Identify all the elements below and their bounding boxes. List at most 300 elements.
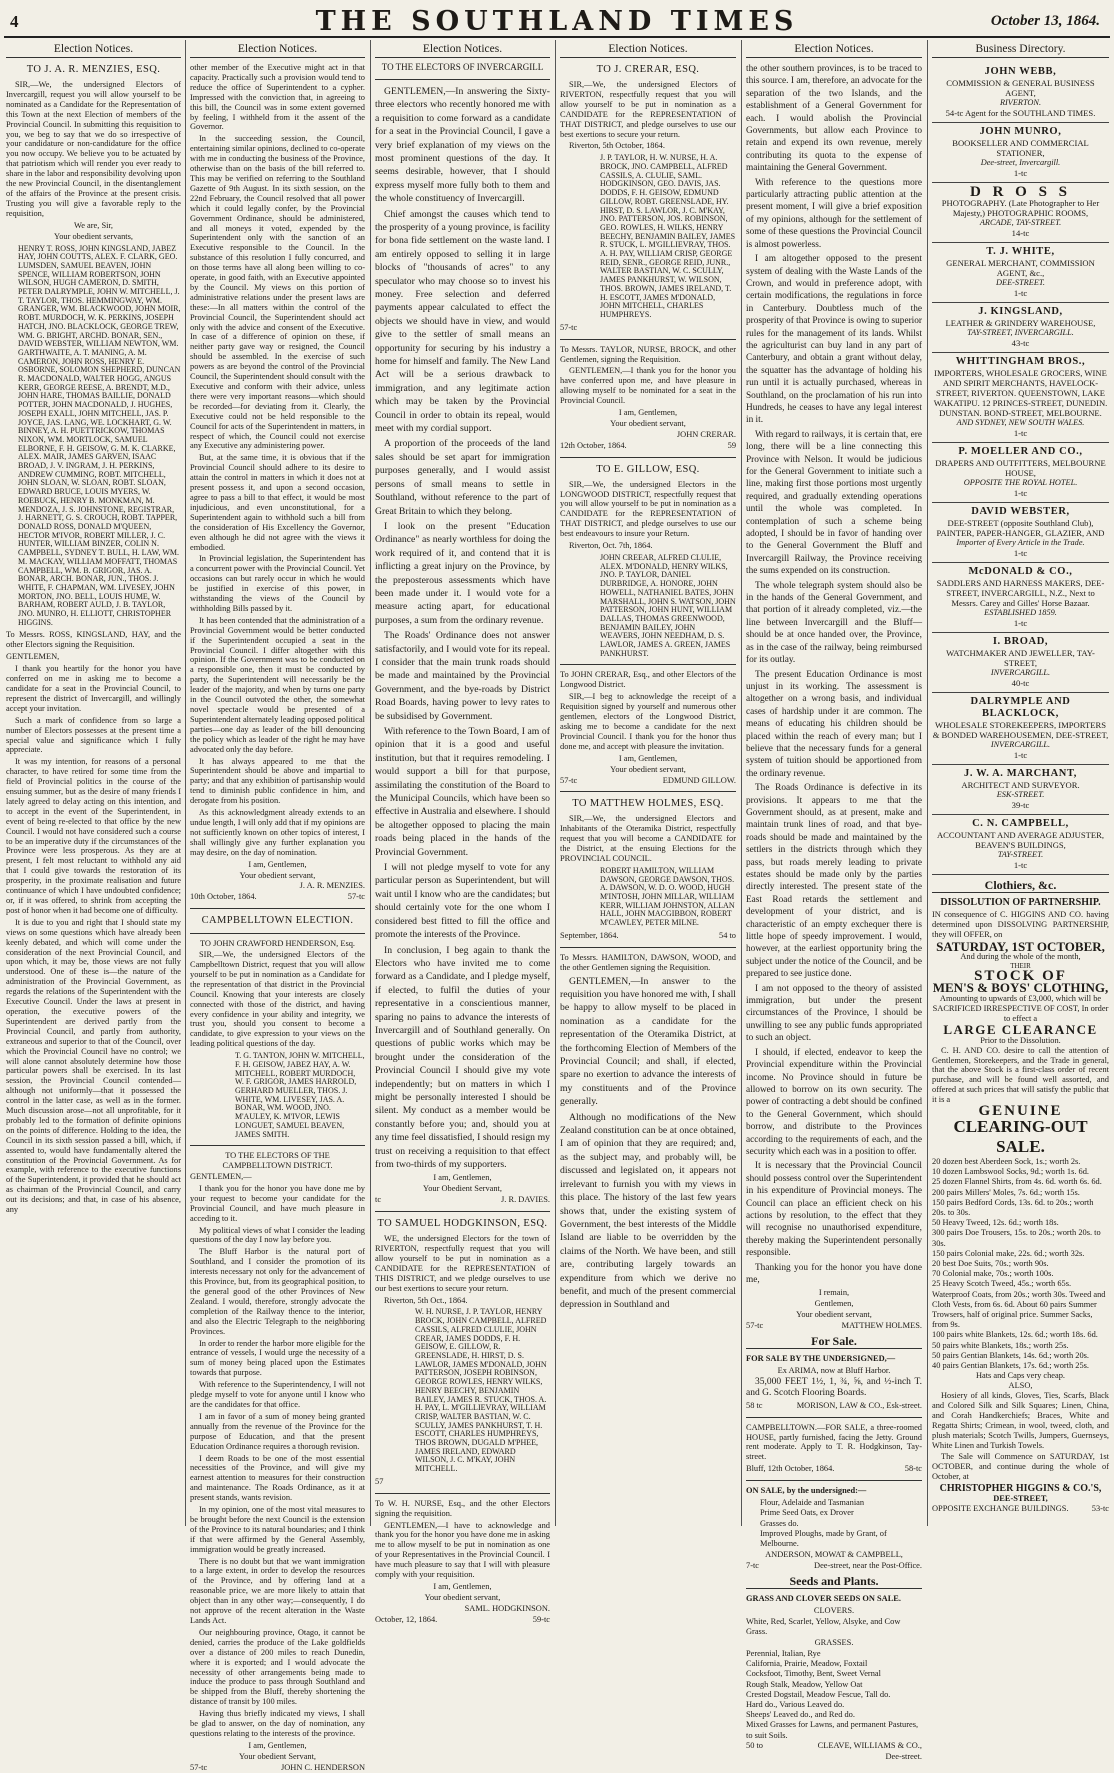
rule xyxy=(560,457,736,458)
reply-paragraph: My political views of what I consider the leading questions of the day I now lay before you. xyxy=(190,1225,365,1245)
business-listing xyxy=(932,503,1109,563)
business-desc: DRAPERS AND OUTFITTERS, MELBOURNE HOUSE, xyxy=(935,458,1106,478)
ad-firm: CLEAVE, WILLIAMS & CO., xyxy=(817,1740,922,1750)
reply-paragraph: SIR,—I beg to acknowledge the receipt of a Requisition signed by yourself and numerous other gentlemen, electors of the Longwood District, asking me to become a candidate for the next Provincial Council. I thank you for the honor thus done me, and accept with pleasure the invitation. xyxy=(560,692,736,751)
column-divider xyxy=(185,40,186,1526)
signature-line: I am, Gentlemen, xyxy=(618,408,678,418)
address-paragraph: Chief amongst the causes which tend to the prosperity of a young province, is facility for bona fide settlement on the waste land. I am entirely opposed to selling it in large blocks of "thousands of acres" to any speculator who may choose so to invest his money. Free selection and deferred payments appear calculated to effect the objects we should have in view, and would give to the settler of small means an opportunity for securing by his industry a home for himself and family. The New Land Act will be a serious drawback to immigration, and any legitimate action which may be taken by the Provincial Council in order to obtain its repeal, would meet with my cordial support. xyxy=(375,208,550,435)
reply-paragraph: GENTLEMEN,—I thank you for the honor you have conferred upon me, and have pleasure in allowing myself to be nominated for a seat in the Provincial Council. xyxy=(560,366,736,406)
ad-reference: 58-tc xyxy=(904,1464,922,1474)
ad-firm: MORISON, LAW & CO., Esk-street. xyxy=(796,1400,922,1410)
column-1 xyxy=(6,42,181,1524)
ad-text: Amounting to upwards of £3,000, which will be SACRIFICED IRRESPECTIVE OF COST, In order to effect a xyxy=(932,994,1109,1023)
ad-firm: ANDERSON, MOWAT & CAMPBELL, xyxy=(765,1550,903,1560)
date-text: Bluff, 12th October, 1864. xyxy=(746,1464,835,1474)
address-paragraph: I look on the present "Education Ordinance" as nearly worthless for doing the work required of it, and contend that it is inflicting a great injury on the Province, by the preposterous assessments which have been made under it. I would vote for a measure acting apart, for educational purposes, a sum from the ordinary revenue. xyxy=(375,520,550,626)
business-listing xyxy=(932,563,1109,633)
business-listing xyxy=(932,183,1109,243)
reply-paragraph: The present Education Ordinance is most unjust in its working. The assessment is altogether on a wrong basis, and individual cases of hardship under it are common. The means of educating his children should be placed within the reach of every man; but I believe that the necessary funds for a general system of tuition should be apportioned from the ordinary revenue. xyxy=(746,669,922,779)
ad-display: CLEARING-OUT SALE. xyxy=(953,1116,1088,1156)
requisition-text: SIR,—We, the undersigned Electors of Invercargill, request you will allow yourself to be nominated as a Candidate for the Representation of this Town at the next Election of members of the Provincial Council. In submitting this requisition to you, we beg to say that we do so irrespective of your candidature or non-candidature for the office you now occupy. We believe you to be actuated by that patriotism which will render you ever ready to share in the labor and responsibility devolving upon the new Provincial Council, in the disentanglement of the affairs of the Province at the present crisis. Trusting you will give a favorable reply to the requisition, xyxy=(6,80,181,218)
business-note: 40-tc xyxy=(1011,678,1030,688)
address-paragraph: With reference to the Town Board, I am of opinion that it is a good and useful institution, but that it requires remodeling. I would support a bill for that purpose, assimilating the constitution of the Board to the Municipal Councils, which have been so effective in Australia and elsewhere. I should be altogether opposed to placing the main roads being placed in the hands of the Provincial Government. xyxy=(375,726,550,858)
signatory-list: JOHN CREEAR, ALFRED CLULIE, ALEX. M'DONALD, HENRY WILKS, JNO. P. TAYLOR, DANIEL DURBRIDGE, A. HONORE, JOHN HOWELL, NATHANIEL BATES, JOHN MARSHALL, JOHN S. WATSON, JOHN PATTERSON, JOHN HUNT, WILLIAM DALLAS, THOMAS GREENWOOD, BENJAMIN BAILEY, JOHN WEAVERS, JOHN NEEDHAM, D. S. LAWLOR, JAMES A. GREEN, JAMES PANKHURST. xyxy=(600,553,736,658)
reply-paragraph: The Bluff Harbor is the natural port of Southland, and I consider the promotion of its interests necessary not only for the advancement of this Province, but, from its geographical position, to the general good of the other Provinces of New Zealand. I would, therefore, strongly advocate the completion of the Railway thence to the interior, and also the Electric Telegraph to the neighboring Provinces. xyxy=(190,1247,365,1336)
list-item: 70 Colonial make, 70s.; worth 100s. xyxy=(932,1269,1054,1279)
signature-name: SAML. HODGKINSON. xyxy=(464,1603,550,1613)
business-address: TAY-STREET, INVERCARGILL. xyxy=(967,328,1074,337)
reply-paragraph: Having thus briefly indicated my views, I shall be glad to answer, on the day of nomination, any questions relating to the interests of the province. xyxy=(190,1709,365,1738)
business-desc: GENERAL MERCHANT, COMMISSION AGENT, &c., xyxy=(946,258,1095,278)
address-paragraph: In conclusion, I beg again to thank the Electors who have invited me to come forward as a Candidate, and I pledge myself, if elected, to fulfil the duties of your representative in a conscientious manner, sparing no pains to advance the interests of Invercargill and of Southland generally. On questions of public works which may be brought under the consideration of the Provincial Council I should give my vote independently; but on matters in which I might be personally interested I should be silent. My conduct as a member would be constantly before you; and, should you at any time feel dissatisfied, I should resign my trust on receiving a requisition to that effect from two-thirds of my supporters. xyxy=(375,944,550,1170)
business-note: 1-tc xyxy=(1013,288,1028,298)
business-desc: WHOLESALE STOREKEEPERS, IMPORTERS & BONDED WAREHOUSEMEN, DEE-STREET, xyxy=(932,720,1109,740)
subheading: GRASSES. xyxy=(814,1638,854,1648)
requisition-text: WE, the undersigned Electors for the town of RIVERTON, respectfully request that you will allow yourself to be put in nomination as a CANDIDATE for the REPRESENTATION of THIS DISTRICT, and we pledge ourselves to use our best exertions to secure your return. xyxy=(375,1234,550,1293)
ad-reference: 53-tc xyxy=(1091,1503,1109,1513)
reply-paragraph: It has always appeared to me that the Superintendent should be above and impartial to party; and that any exhibition of partisanship would tend to diminish public confidence in him, and derogate from his position. xyxy=(190,756,365,806)
notice-heading: TO SAMUEL HODGKINSON, ESQ. xyxy=(377,1218,548,1230)
list-item: 20 best Doe Suits, 70s.; worth 90s. xyxy=(932,1258,1049,1268)
masthead xyxy=(0,4,1114,40)
list-item: 25 Heavy Scotch Tweed, 45s.; worth 65s. xyxy=(932,1279,1072,1289)
date-text: 12th October, 1864. xyxy=(560,440,627,450)
signatory-list: T. G. TANTON, JOHN W. MITCHELL, F. H. GEISOW, JABEZ HAY, A. W. MITCHELL, ROBERT MURDOCH, W. F. GRIGOR, JAMES HARROLD, GERHARD MUELLER, THOS. J. WHITE, WM. LIVESEY, JAS. A. BONAR, WM. WOOD, JNO. M'AULEY, K. M'IVOR, LEWIS LONGUET, SAMUEL BEAVEN, JAMES SMITH. xyxy=(235,1051,365,1139)
ad-text: ALSO, xyxy=(1008,1381,1033,1391)
ad-text: 35,000 FEET 1½, 1, ¾, ⅝, and ½-inch T. and G. Scotch Flooring Boards. xyxy=(746,1376,922,1398)
requisition-text: SIR,—We, the undersigned Electors of the Campbelltown District, request that you will allow yourself to be put in nomination as a Candidate for the representation of that district in the Provincial Council. Knowing that your interests are closely connected with those of the district, and having every confidence in your ability and integrity, we trust you, should you consent to become a candidate, to give expression to your views on the leading political questions of the day. xyxy=(190,950,365,1049)
page-number: 4 xyxy=(10,12,19,31)
address-paragraph: GENTLEMEN,—In answering the Sixty-three electors who recently honored me with a requisition to come forward as a candidate for a seat in the Provincial Council, I gave a very brief explanation of my views on the most prominent questions of the day. It seems desirable, however, that I should express myself more fully both to them and the whole constituency of Invercargill. xyxy=(375,85,550,205)
salutation: GENTLEMEN,— xyxy=(190,1172,252,1182)
reply-paragraph: Thanking you for the honor you have done me, xyxy=(746,1262,922,1285)
signature-line: Your obedient servant, xyxy=(424,1592,501,1602)
ad-text: Ex ARIMA, now at Bluff Harbor. xyxy=(777,1365,891,1375)
ad-title: DISSOLUTION OF PARTNERSHIP. xyxy=(940,896,1101,908)
signature-line: I remain, xyxy=(818,1288,850,1298)
list-item: 25 dozen Flannel Shirts, from 4s. 6d. worth 6s. 6d. xyxy=(932,1177,1102,1187)
list-item: 40 pairs Gentian Blankets, 17s. 6d.; worth 25s. xyxy=(932,1361,1090,1370)
business-address: TAY-STREET. xyxy=(997,850,1044,859)
business-desc: DEE-STREET (opposite Southland Club), PAINTER, PAPER-HANGER, GLAZIER, AND xyxy=(936,518,1105,538)
signatory-list: ROBERT HAMILTON, WILLIAM DAWSON, GEORGE DAWSON, THOS. A. DAWSON, W. D. O. WOOD, HUGH M'INTOSH, JOHN MILLAR, WILLIAM KERR, WILLIAM JOHNSTON, ALLAN HALL, JOHN MACGIBBON, ROBERT M'CAWLEY, PETER MILNE. xyxy=(600,865,735,928)
reply-paragraph: Although no modifications of the New Zealand constitution can be at once obtained, I am of opinion that they are required; and, as the subject may, and probably will, be discussed and legislated on, it appears not irrelevant to furnish you with my views in this place. The history of the last few years shows that, under the existing system of Government, the best interests of the Middle Island are liable to be overridden by the claims of the North. We have been, and still are, contributing largely towards an expenditure from which we derive no benefit, and much of the present commercial depression in Southland and xyxy=(560,1111,736,1311)
ad-reference: 54 to xyxy=(719,930,736,940)
salutation: GENTLEMEN, xyxy=(6,652,60,662)
notice-heading: TO E. GILLOW, ESQ. xyxy=(596,463,700,475)
business-name: P. MOELLER AND CO., xyxy=(958,446,1083,457)
signature-line: Your Obedient Servant, xyxy=(423,1184,502,1194)
reply-paragraph: I thank you heartily for the honor you have conferred on me in asking me to become a candidate for a seat in the Provincial Council, to represent the district of Invercargill, and willingly accept your invitation. xyxy=(6,664,181,713)
signatory-list: HENRY T. ROSS, JOHN KINGSLAND, JABEZ HAY, JOHN COUTTS, ALEX. F. CLARK, GEO. LUMSDEN, SAMUEL BEAVEN, JOHN SPENCE, WILLIAM ROBERTSON, JOHN WILSON, HUGH CAMERON, D. SMITH, PETER DALRYMPLE, JOHN W. MITCHELL, J. T. TAYLOR, THOS. HEMMINGWAY, WM. GRANGER, WM. BLACKWOOD, JOHN MOIR, ROBT. MURDOCH, W. K. PERKINS, JOSEPH HATCH, JNO. BLACKLOCK, GEORGE TREW, WM. G. BRIGHT, ARCHD. BONAR, SEN., DAVID WEBSTER, WILLIAM NEWTON, WM. GARTHWAITE, A. T. MANING, A. M. CAMERON, JOHN ROSS, HENRY E. OSBORNE, SOLOMON SHEPHERD, DUNCAN R. MACDONALD, WALTER HOGG, ANGUS KERR, GEORGE REESE, A. BRENDT, M.D., JOHN HARE, THOMAS BAILLIE, DONALD POTTER, JOHN MACDONALD, J. HUGHES, JOSEPH EXALL, JOHN MITCHELL, JAS. P. JOYCE, JAS. LANG, WE. LOCKHART, G. W. BINNEY, A. H. PUETTRICKOW, THOMAS NIXON, WM. MORTLOCK, SAMUEL ELBORNE, F. H. GEISOW, G. M. K. CLARKE, ALEX. MAIR, JAMES GARVEN, ISAAC BROAD, J. V. INGRAM, J. H. PERKINS, ANDREW CUMMING, ROBT. MITCHELL, JOHN SLOAN, W. SLOAN, ROBT. SLOAN, EDWARD BRUCE, LOUIS MYERS, W. ROEBUCK, HENRY B. MONKMAN, M. MENDOZA, J. S. JOHNSTONE, REGISTRAR, J. HARNETT, G. S. CROUCH, ROBT. TAPPER, DONALD ROSS, DONALD M'QUEEN, HECTOR M'IVOR, ROBERT MILLER, J. C. HUNTER, WILLIAM BINZER, COLIN N. CAMPBELL, SYDNEY T. BULL, H. LAW, WM. M. MACKAY, WILLIAM MOFFATT, THOMAS CAMPBELL, WM. B. GRIGOR, JAS. A. BONAR, ARCH. BONAR, JUN., THOS. J. WHITE, F. CHAPMAN, WM. LIVESEY, JOHN MORTON, JNO. BELL, LOUIS HUME, W. BARHAM, ROBERT AULD, J. B. TAYLOR, JNO. MUNRO, H. ELLIOTT, CHRISTOPHER HIGGINS. xyxy=(18,243,181,627)
business-address: INVERCARGILL. xyxy=(990,740,1051,749)
business-listing xyxy=(932,765,1109,815)
signatory-list: J. P. TAYLOR, H. W. NURSE, H. A. BROCK, JNO. CAMPBELL, ALFRED CASSILS, A. CLULIE, SAML. HODGKINSON, GEO. DAVIS, JAS. DODDS, F. H. GEISOW, EDMUND GILLOW, ROBT. GREENSLADE, HY. HIRST, D. S. LAWLOR, J. C. M'KAY, JNO. PATTERSON, JOS. ROBINSON, GEO. ROWLES, H. WILKS, HENRY BEECHY, BENJAMIN BAILEY, JAMES R. STUCK, L. M'GILLIEVRAY, THOS. A. H. PAY, WILLIAM CRISP, GEORGE REID, SENR., GEORGE REID, JUNR., WALTER BASTIAN, W. C. SCULLY, JAMES PANKHURST, W. WILSON, THOS. BROWN, JAMES IRELAND, T. H. ESCOTT, JAMES M'DONALD, JOHN MITCHELL, CHARLES HUMPHREYS. xyxy=(600,153,736,319)
business-name: DAVID WEBSTER, xyxy=(971,506,1070,517)
reply-paragraph: I deem Roads to be one of the most essential necessities of the Province, and will give my earnest attention to measures for their construction and maintenance. The Roads Ordinance, as it at present stands, wants revision. xyxy=(190,1453,365,1503)
list-item: 200 pairs Millers' Moles, 7s. 6d.; worth 15s. xyxy=(932,1187,1080,1197)
ad-reference: 58 tc xyxy=(746,1400,763,1410)
ad-reference: 59 xyxy=(727,440,736,450)
date-text: September, 1864. xyxy=(560,930,619,940)
ad-text: The Sale will Commence on SATURDAY, 1st OCTOBER, and continue during the whole of October, at xyxy=(932,1452,1109,1482)
business-listing xyxy=(932,63,1109,123)
signature-line: Gentlemen, xyxy=(814,1299,854,1309)
notice-heading: CAMPBELLTOWN ELECTION. xyxy=(201,915,354,927)
list-item: Perennial, Italian, Rye xyxy=(746,1648,821,1658)
reply-paragraph: It is due to you and right that I should state my views on some questions which have already been keenly debated, and which will come under the consideration of the next Provincial Council, and upon which, it may be, those views are not fully understood. One of these is—the nature of the administration of the Provincial Government, as regards the relations of the Superintendent with the Executive Council. Under the laws at present in operation, the executive powers of the Superintendent are derived partly from the Provincial Council, and partly from authority, extraneous and superior to that of the Council, over which the Provincial Council have no control; we will alone cannot absolutely determine how those particular powers shall be exercised. In its last session, the Provincial Council contended—although not uniformly—that it possessed the control in the latter case, as well as in the former. Much discussion arose—not all unprofitable, for it probably led to the formation of definite opinions on the points of difference. Holding to the idea, the Council in its sixth session passed a bill, which, if assented to, would have fundamentally altered the constitution of the Provincial Government. As for example, with reference to the executive functions of the Superintendent, it provided that he should act as chairman of the Provincial Council, and carry out its decisions; and that, in case of his absence, any xyxy=(6,917,181,1215)
issue-date: October 13, 1864. xyxy=(990,13,1100,29)
rule xyxy=(560,339,736,340)
notice-heading: TO JOHN CRAWFORD HENDERSON, Esq. xyxy=(199,939,356,949)
product-list: White, Red, Scarlet, Yellow, Alsyke, and Cow Grass. xyxy=(746,1616,901,1636)
reply-paragraph: Such a mark of confidence from so large a number of Electors possesses at the present time a special value and significance which I fully appreciate. xyxy=(6,715,181,755)
column-divider xyxy=(927,40,928,1526)
notice-heading: TO THE ELECTORS OF INVERCARGILL xyxy=(381,62,544,72)
ad-text: C. H. AND CO. desire to call the attention of Gentlemen, Storekeepers, and the Trade in general, that the above Stock is a first-class order of recent purchase, and will be found well assorted, and offered at such prices that will satisfy the public that it is a xyxy=(932,1045,1109,1105)
business-desc: IMPORTERS, WHOLESALE GROCERS, WINE AND SPIRIT MERCHANTS, HAVELOCK-STREET, RIVERTON. QUEENSTOWN, LAKE WAKATIPU. 12 PRINCES-STREET, DUNEDIN. DUNSTAN. BOND-STREET, MELBOURNE. xyxy=(933,368,1108,418)
rule xyxy=(560,664,736,665)
business-listing xyxy=(932,123,1109,183)
ad-reference: tc xyxy=(375,1195,382,1205)
list-item: 20 dozen best Aberdeen Sock, 1s.; worth 2s. xyxy=(932,1156,1081,1166)
signature-row xyxy=(190,1763,365,1773)
column-divider xyxy=(741,40,742,1526)
business-address: ESTABLISHED 1859. xyxy=(984,608,1057,617)
requisition-text: SIR,—We, the undersigned Electors of RIVERTON, respectfully request that you will allow yourself to be put in nomination as a CANDIDATE for the REPRESENTATION of THAT DISTRICT, and pledge ourselves to use our best exertions to secure your return. xyxy=(560,80,736,139)
rule xyxy=(560,947,736,948)
rule xyxy=(190,1145,365,1146)
newspaper-title: THE SOUTHLAND TIMES xyxy=(315,6,799,37)
signature-line: I am, Gentlemen, xyxy=(433,1173,492,1183)
date-text: 10th October, 1864. xyxy=(190,892,257,902)
salutation: Your obedient servants, xyxy=(54,231,133,241)
date-text: Riverton, 5th Oct., 1864. xyxy=(384,1295,468,1305)
business-note: 1-tc xyxy=(1013,750,1028,760)
list-item: Cocksfoot, Timothy, Bent, Sweet Vernal xyxy=(746,1669,881,1679)
list-item: Prime Seed Oats, ex Drover xyxy=(760,1508,854,1518)
ad-footer xyxy=(746,1464,922,1474)
section-header: Business Directory. xyxy=(932,42,1109,58)
price-list xyxy=(932,1330,1109,1371)
list-item: 150 pairs Bedford Cords, 13s. 6d. to 20s.; worth 20s. to 30s. xyxy=(932,1197,1094,1217)
ad-address: Dee-street. xyxy=(885,1751,922,1761)
business-note: 1-tc xyxy=(1013,860,1028,870)
product-list xyxy=(746,1649,922,1741)
rule xyxy=(190,933,365,934)
business-name: DALRYMPLE AND BLACKLOCK, xyxy=(970,696,1071,719)
rule xyxy=(190,908,365,909)
date-text: Riverton, 5th October, 1864. xyxy=(569,141,665,151)
ad-text: IN consequence of C. HIGGINS AND CO. having determined upon DISSOLVING PARTNERSHIP, they will OFFER, on xyxy=(932,909,1109,939)
signature-name: EDMUND GILLOW. xyxy=(662,775,736,785)
list-item: Crested Dogstail, Meadow Fescue, Tall do. xyxy=(746,1689,891,1699)
signature-line: Your obedient servant, xyxy=(796,1310,872,1320)
section-header: Election Notices. xyxy=(190,42,365,58)
date-text: Riverton, Oct. 7th, 1864. xyxy=(569,541,653,551)
business-listing xyxy=(932,243,1109,303)
ad-display: STOCK OF xyxy=(974,968,1067,985)
business-listing xyxy=(932,633,1109,693)
section-header: Seeds and Plants. xyxy=(746,1577,922,1589)
business-name: WHITTINGHAM BROS., xyxy=(955,356,1086,367)
signature-line: Your obedient servant, xyxy=(610,418,686,428)
rule xyxy=(375,1493,550,1494)
list-item: Mixed Grasses for Lawns, and permanent Pastures, to suit Soils. xyxy=(746,1720,919,1740)
business-desc: ARCHITECT AND SURVEYOR. xyxy=(961,780,1080,790)
business-note: 1-tc xyxy=(1013,168,1028,178)
signature-name: J. A. R. MENZIES. xyxy=(299,881,365,891)
business-desc: PHOTOGRAPHY. (Late Photographer to Her Majesty,) PHOTOGRAPHIC ROOMS, xyxy=(941,198,1100,218)
ad-address: DEE-STREET, xyxy=(993,1494,1048,1504)
reply-paragraph: With reference to the Superintendency, I will not pledge myself to vote for anyone until I know who are the candidates for that office. xyxy=(190,1380,365,1409)
rule xyxy=(560,791,736,792)
reply-paragraph: In Provincial legislation, the Superintendent has a concurrent power with the Provincial Council. Yet occasions can but rarely occur in which he would be justified in exercise of this power, in withstanding the views of the Council by withholding Bills passed by it. xyxy=(190,554,365,613)
ad-footer xyxy=(746,1741,922,1751)
list-item: 100 pairs white Blankets, 12s. 6d.; worth 18s. 6d. xyxy=(932,1330,1098,1340)
signatory-list: W. H. NURSE, J. P. TAYLOR, HENRY BROCK, JOHN CAMPBELL, ALFRED CASSILS, ALFRED CLULIE, JOHN CREAR, JAMES DODDS, F. H. GEISOW, E. GILLOW, R. GREENSLADE, H. HIRST, D. S. LAWLOR, JAMES M'DONALD, JOHN PATTERSON, JOSEPH ROBINSON, GEORGE ROWLES, HENRY WILKS, HENRY BEECHY, BENJAMIN BAILEY, JAMES R. STUCK, THOS. A. H. PAY, L. M'GILLIEVRAY, WILLIAM CRISP, WALTER BASTIAN, W. C. SCULLY, JAMES PANKHURST, T. H. ESCOTT, CHARLES HUMPHREYS, THOS BROWN, DUGALD M'PHEE, JAMES IRELAND, EDWARD WILSON, J. C. M'KAY, JOHN MITCHELL. xyxy=(415,1307,547,1474)
ad-text: And during the whole of the month, xyxy=(960,952,1081,962)
business-address: INVERCARGILL. xyxy=(990,668,1051,677)
ad-reference: 59-tc xyxy=(532,1614,550,1624)
business-address: ESK-STREET. xyxy=(996,790,1045,799)
business-note: 1-tc xyxy=(1013,548,1028,558)
masthead-rule xyxy=(4,36,1110,38)
reply-paragraph: GENTLEMEN,—I have to acknowledge and thank you for the honor you have done me in asking me to allow myself to be put in nomination as one of your Representatives in the Provincial Council. I have much pleasure to say that I will with pleasure comply with your requisition. xyxy=(375,1520,550,1580)
ad-footer xyxy=(932,1504,1109,1514)
business-listing xyxy=(932,815,1109,875)
reply-paragraph: I am in favor of a sum of money being granted annually from the revenue of the Province for the purpose of Education, and that the present Education Ordinance requires a thorough revision. xyxy=(190,1411,365,1451)
business-address: DEE-STREET. xyxy=(996,278,1045,287)
reply-paragraph: With regard to railways, it is certain that, ere long, there will be a line connecting this Province with Nelson. It would be judicious for the General Government to initiate such a line, making first those portions most urgently required, and gradually extending operations until the whole was completed. In contemplation of such a scheme being adopted, I should be in favor of handing over to the General Government the Bluff and Invercargill Railway, the Province receiving the sums expended on its construction. xyxy=(746,429,922,577)
reply-paragraph: other member of the Executive might act in that capacity. Practically such a provision would tend to reduce the office of Superintendent to a cypher. Impressed with the conviction that, in agreeing to this bill, the Council was in some extent governed by feeling, I withheld from it the assent of the Governor. xyxy=(190,63,365,132)
ad-reference: 57-tc xyxy=(347,892,365,902)
notice-heading: TO J. CRERAR, ESQ. xyxy=(596,64,700,75)
reply-paragraph: It has been contended that the administration of a Provincial Government would be better conducted if the Superintendent occupied a seat in the Provincial Council. I differ altogether with this opinion. If the Government was to be conducted on a responsible one, then it must be conducted by party, the Superintendent will necessarily be the leader of the majority, and when by turns one party in the Council outvoted the other, the somewhat novel spectacle would be presented of a Superintendent alternately leading opposed political parties—one day as leader of the bill denouncing the policy which as leader of the right he may have advocated only the day before. xyxy=(190,615,365,754)
reply-paragraph: I thank you for the honor you have done me by your request to become your candidate for the Provincial Council, and have much pleasure in acceding to it. xyxy=(190,1183,365,1223)
ad-reference: 57-tc xyxy=(560,775,578,785)
ad-display: LARGE CLEARANCE xyxy=(943,1021,1098,1037)
rule xyxy=(375,79,550,80)
reply-paragraph: I am not opposed to the theory of assisted immigration, but under the present circumstances of the Province, I should be unwilling to see any public funds appropriated to such an object. xyxy=(746,983,922,1044)
business-desc: SADDLERS AND HARNESS MAKERS, DEE-STREET, INVERCARGILL, N.Z., Next to Messrs. Carey and Gilles' Horse Bazaar. xyxy=(936,578,1105,608)
business-listing xyxy=(932,693,1109,765)
ad-address: Dee-street, near the Post-Office. xyxy=(814,1561,922,1571)
ad-title: FOR SALE BY THE UNDERSIGNED,— xyxy=(746,1353,896,1363)
salutation: We are, Sir, xyxy=(74,220,113,230)
column-4 xyxy=(560,42,736,1524)
address-paragraph: I will not pledge myself to vote for any particular person as Superintendent, but will wait until I know who are the candidates; but should certainly vote for the one whom I considered best fitted to fill the office and promote the interests of the Province. xyxy=(375,862,550,941)
reply-paragraph: The whole telegraph system should also be in the hands of the General Government, and that portion of it already completed, viz.—the line between Invercargill and the Bluff—should be at once handed over, the Province, as in the case of the railway, being reimbursed for its outlay. xyxy=(746,580,922,666)
business-name: D R O S S xyxy=(969,184,1072,200)
business-desc: LEATHER & GRINDERY WAREHOUSE, xyxy=(945,318,1096,328)
business-desc: BOOKSELLER AND COMMERCIAL STATIONER, xyxy=(952,138,1089,158)
column-3 xyxy=(375,42,550,1624)
reply-paragraph: the other southern provinces, is to be traced to this source. I am, therefore, an advocate for the separation of the two Islands, and the establishment of a General Government for each. I would abolish the Provincial Governments, but allow each Province to retain and expend its own revenue, merely contributing its quota to the expense of maintaining the General Government. xyxy=(746,64,922,174)
list-item: Improved Ploughs, made by Grant, of Melbourne. xyxy=(760,1528,887,1548)
list-item: Sheeps' Leaved do., and Red do. xyxy=(746,1710,855,1720)
business-address: Importer of Every Article in the Trade. xyxy=(956,538,1085,547)
ad-display: GENUINE xyxy=(978,1103,1063,1120)
business-name: T. J. WHITE, xyxy=(986,246,1055,257)
column-2 xyxy=(190,42,365,1772)
list-item: 10 dozen Lambswool Socks, 9d.; worth 1s. 6d. xyxy=(932,1167,1090,1177)
signature-name: MATTHEW HOLMES. xyxy=(841,1321,922,1331)
ad-text: Hosiery of all kinds, Gloves, Ties, Scarfs, Black and Colored Silk and Silk Squares; Linen, China, and Corah Handkerchiefs; Braces, White and Regatta Shirts; Crimean, in wool, tweed, cloth, and plush materials; Scotch Twills, Jumpers, Guernseys, White Linen and Turkish Towels. xyxy=(932,1391,1109,1450)
notice-heading: TO THE ELECTORS OF THE CAMPBELLTOWN DISTRICT. xyxy=(222,1151,333,1171)
business-address: OPPOSITE THE ROYAL HOTEL. xyxy=(963,478,1078,487)
list-item: Rough Stalk, Meadow, Yellow Oat xyxy=(746,1679,863,1689)
business-name: C. N. CAMPBELL, xyxy=(972,818,1069,829)
business-note: 54-tc Agent for the SOUTHLAND TIMES. xyxy=(945,108,1096,118)
column-6 xyxy=(932,42,1109,1524)
rule xyxy=(746,1480,922,1481)
rule xyxy=(375,1211,550,1212)
address-line: To Messrs. ROSS, KINGSLAND, HAY, and the other Electors signing the Requisition. xyxy=(6,630,181,650)
reply-paragraph: In my opinion, one of the most vital measures to be brought before the next Council is the extension of the Province to its natural boundaries; and I think if that were affirmed by the General Assembly, immigration would be greatly increased. xyxy=(190,1505,365,1554)
list-item: 300 pairs Doe Trousers, 15s. to 20s.; worth 20s. to 30s. xyxy=(932,1228,1101,1248)
business-address: RIVERTON. xyxy=(999,98,1042,107)
business-name: JOHN MUNRO, xyxy=(979,126,1062,137)
subheading: CLOVERS. xyxy=(813,1605,855,1615)
business-note: 1-tc xyxy=(1013,488,1028,498)
ad-title: ON SALE, by the undersigned:— xyxy=(746,1486,867,1496)
reply-paragraph: In the succeeding session, the Council, entertaining similar opinions, declined to co-operate with me in conducting the business of the Province, otherwise than on the basis of the bill referred to. This may be verified on referring to the Southland Gazette of 9th August. In its sixth session, on the 22nd February, the Council resolved that all power which it could legally confer, by the Provincial Government Ordinance, should be administered, and all moneys it voted, expended by the Superintendent only with the sanction of an Executive responsible to the Council. In the substance of this resolution I fully concurred, and on those terms have all along been willing to co-operate, in good faith, with an Executive appointed by the Council. My views on this portion of administrative relations under the present laws are these:—In all matters within the control of the Provincial Council, the Superintendent should act only with the advice and consent of the Executive. In case of a difference of opinion on these, if neither party gave way or resigned, the Council should be assembled. In the exercise of such powers as are beyond the control of the Provincial Council, the Superintendent should consult with the Executive and conform with their advice, unless there were very important reasons—which should be recorded—for deviating from it. Clearly, the Executive could not be held responsible to the Council for acts of the Superintendent in matters, in respect of which, the Council could not exercise any Executive any administering power. xyxy=(190,134,365,451)
section-header: Election Notices. xyxy=(6,42,181,58)
date-text: October, 12, 1864. xyxy=(375,1614,438,1624)
business-listing xyxy=(932,353,1109,443)
address-paragraph: The Roads' Ordinance does not answer satisfactorily, and I would vote for its repeal. I consider that the main trunk roads should be made and maintained by the Provincial Government, and the bye-roads by District Road Boards, having power to levy rates to be subsidised by Government. xyxy=(375,630,550,722)
address-line: To JOHN CRERAR, Esq., and other Electors of the Longwood District. xyxy=(560,670,736,690)
list-item: Flour, Adelaide and Tasmanian xyxy=(760,1498,865,1508)
business-note: 1-tc xyxy=(1013,618,1028,628)
business-address: ARCADE, TAY-STREET. xyxy=(979,218,1062,227)
reply-paragraph: With reference to the questions more particularly attracting public attention at the present moment, I will give a brief exposition of my opinions, although for the settlement of some of these questions the Provincial Council is almost powerless. xyxy=(746,177,922,250)
business-name: J. W. A. MARCHANT, xyxy=(964,768,1077,779)
list-item: 150 pairs Colonial make, 22s. 6d.; worth 32s. xyxy=(932,1248,1085,1258)
rule xyxy=(746,1417,922,1418)
ad-reference: 57-tc xyxy=(190,1762,208,1772)
list-item: 50 pairs white Blankets, 18s.; worth 25s. xyxy=(932,1340,1069,1350)
dateline xyxy=(375,1615,550,1625)
dateline xyxy=(190,892,365,902)
reply-paragraph: Our neighbouring province, Otago, it cannot be denied, carries the produce of the Lake goldfields over a distance of 200 miles to reach Dunedin, where it is exported; and I would advocate the necessity of other arrangements being made to induce the produce to pass through Southland and be shipped from the Bluff, thereby shortening the distance of transit by 100 miles. xyxy=(190,1627,365,1707)
signature-name: JOHN CRERAR. xyxy=(676,429,736,439)
signature-row xyxy=(746,1321,922,1331)
dateline xyxy=(560,441,736,451)
business-listing xyxy=(932,443,1109,503)
ad-text: Prior to the Dissolution. xyxy=(980,1035,1061,1045)
signature-line: Your obedient Servant, xyxy=(238,1751,317,1761)
signature-name: J. R. DAVIES. xyxy=(501,1195,550,1205)
ad-text: CAMPBELLTOWN.—FOR SALE, a three-roomed HOUSE, partly furnished, facing the Jetty. Ground rent moderate. Apply to T. R. Hodgkinson, Tay-street. xyxy=(746,1422,922,1462)
signature-row xyxy=(375,1195,550,1205)
requisition-text: SIR,—We, the undersigned Electors in the LONGWOOD DISTRICT, respectfully request that you will allow yourself to be put in nomination as a CANDIDATE for the REPRESENTATION of THAT DISTRICT, and pledge ourselves to use our best endeavours to insure your Return. xyxy=(560,479,736,539)
signature-row xyxy=(560,776,736,786)
ad-address: OPPOSITE EXCHANGE BUILDINGS. xyxy=(932,1503,1069,1513)
product-list xyxy=(746,1498,922,1549)
reply-paragraph: There is no doubt but that we want immigration to a large extent, in order to develop the resources of the Province, and by offering land at a reasonable price, we are more likely to attain that object than in any other way;—consequently, I do not approve of the recent alteration in the Waste Lands Act. xyxy=(190,1556,365,1625)
list-item: Grasses do. xyxy=(760,1518,799,1528)
section-header: For Sale. xyxy=(746,1337,922,1349)
notice-heading: TO MATTHEW HOLMES, ESQ. xyxy=(572,798,724,810)
ad-title: GRASS AND CLOVER SEEDS ON SALE. xyxy=(746,1593,901,1603)
price-list xyxy=(932,1157,1109,1290)
ad-display: MEN'S & BOYS' CLOTHING, xyxy=(932,980,1109,996)
list-item: California, Prairie, Meadow, Foxtail xyxy=(746,1659,868,1669)
column-divider xyxy=(370,40,371,1526)
address-paragraph: A proportion of the proceeds of the land sales should be set apart for immigration purposes generally, and I would assist persons of small means to settle in Southland, without reference to the part of Great Britain to which they belong. xyxy=(375,438,550,517)
section-header: Election Notices. xyxy=(375,42,550,58)
address-line: To Messrs. TAYLOR, NURSE, BROCK, and other Gentlemen, signing the Requisition. xyxy=(560,344,736,364)
address-line: To Messrs. HAMILTON, DAWSON, WOOD, and the other Gentlemen signing the Requisition. xyxy=(560,952,736,972)
requisition-text: SIR,—We, the undersigned Electors and Inhabitants of the Oteramika District, respectfully request that you will become a CANDIDATE for the District, at the ensuing Elections for the PROVINCIAL COUNCIL. xyxy=(560,814,736,864)
reply-paragraph: It is necessary that the Provincial Council should possess control over the Superintendent in his expenditure of Provincial moneys. The Council can place an efficient check on his actions by resolution, to the effect that they will recognise no unauthorised expenditure, thereby making the Superintendent personally responsible. xyxy=(746,1161,922,1259)
ad-reference: 7-tc xyxy=(746,1561,760,1571)
ad-text: Hats and Caps very cheap. xyxy=(975,1371,1066,1381)
ad-text: THEIR xyxy=(1010,962,1031,971)
ad-reference: 57-tc xyxy=(746,1321,764,1331)
address-line: To W. H. NURSE, Esq., and the other Electors signing the requisition. xyxy=(375,1498,550,1518)
section-header: Election Notices. xyxy=(746,42,922,58)
sale-date: SATURDAY, 1ST OCTOBER, xyxy=(936,938,1105,954)
business-address: Dee-street, Invercargill. xyxy=(980,158,1061,167)
reply-paragraph: It was my intention, for reasons of a personal character, to have retired for some time from the field of Provincial politics in the course of the ensuing summer, but as the desire of many friends I lately agreed to delay acting on this intention, and to accept in the event of the Superintendent, in event of being re-elected to that office by the new Council. I would not have considered such a course to be an imperative duty if the circumstances of the Province were less prosperous. As they are at present, I felt most reluctant to withhold any aid that I could give towards the restoration of its prosperity, in the proximate realisation and future continuance of which I have undoubted confidence; or, if it was offered, to shrink from accepting the post of honor when it had become one of difficulty. xyxy=(6,757,181,915)
ad-footer xyxy=(746,1401,922,1411)
business-desc: WATCHMAKER AND JEWELLER, TAY-STREET, xyxy=(946,648,1095,668)
signature-line: Your obedient servant, xyxy=(610,764,686,774)
business-name: JOHN WEBB, xyxy=(984,66,1057,77)
list-item: 50 Heavy Tweed, 12s. 6d.; worth 18s. xyxy=(932,1218,1059,1228)
business-note: 14-tc xyxy=(1011,228,1030,238)
column-divider xyxy=(555,40,556,1526)
business-address: AND SYDNEY, NEW SOUTH WALES. xyxy=(956,418,1085,427)
list-item: Hard do., Various Leaved do. xyxy=(746,1699,845,1709)
section-header: Election Notices. xyxy=(560,42,736,58)
business-name: McDONALD & CO., xyxy=(968,566,1073,577)
dateline xyxy=(560,931,736,941)
ad-reference: 57-tc xyxy=(560,322,578,332)
ad-reference: 50 to xyxy=(746,1740,763,1750)
business-listing xyxy=(932,303,1109,353)
ad-text: Waterproof Coats, from 20s.; worth 30s. Tweed and Cloth Vests, from 6s. 6d. About 60 pairs Summer Trowsers, half of original price. Summer Sacks, from 9s. xyxy=(932,1289,1106,1330)
reply-paragraph: In order to render the harbor more eligible for the entrance of vessels, I would urge the necessity of a sum of money being placed upon the Estimates towards that purpose. xyxy=(190,1338,365,1378)
reply-paragraph: I should, if elected, endeavor to keep the Provincial expenditure within the Provincial income. No Province should in future be allowed to borrow on its own security. The power of contracting a debt should be confined to the General Government, which should borrow, and distribute to the Provinces according to the requirements of each, and the security which each was in a position to offer. xyxy=(746,1047,922,1157)
reply-paragraph: GENTLEMEN,—In answer to the requisition you have honored me with, I shall be happy to allow myself to be placed in nomination as a candidate for the representation of the Oteramika District, at the forthcoming Election of Members of the Provincial Council; and shall, if elected, spare no exertion to advance the interests of my constituents and of the Province generally. xyxy=(560,975,736,1108)
notice-heading: TO J. A. R. MENZIES, ESQ. xyxy=(26,64,161,75)
section-header: Clothiers, &c. xyxy=(932,881,1109,893)
signature-line: I am, Gentlemen, xyxy=(248,859,307,869)
business-name: J. KINGSLAND, xyxy=(978,306,1063,317)
business-desc: ACCOUNTANT AND AVERAGE ADJUSTER, BEAVEN'S BUILDINGS, xyxy=(936,830,1105,850)
reply-paragraph: I am altogether opposed to the present system of dealing with the Waste Lands of the Crown, and would in preference adopt, with certain modifications, the regulations in force in Canterbury. Doubtless much of the prosperity of that Province is owing to superior rules for the management of its lands. Whilst the agriculturist can buy land in any part of Canterbury, and obtain a grant without delay, the squatter has the advantage of holding his run until it is actually purchased, whereas in Southland, on the proclamation of his run into Hundreds, he ceases to have any legal interest in it. xyxy=(746,254,922,426)
signature-line: I am, Gentlemen, xyxy=(248,1740,307,1750)
signature-line: I am, Gentlemen, xyxy=(433,1581,492,1591)
reply-paragraph: The Roads Ordinance is defective in its provisions. It appears to me that the Government should, as at present, make and maintain trunk lines of road, and that bye-roads should be made and maintained by the settlers in the districts through which they pass, but roads merely leading to private estates should be made only by the parties directly interested. The present state of the East Road retards the settlement and development of your district, and is characteristic of an empty exchequer there is little hope of speedy improvement. I would, however, at the earliest opportunity bring the subject under the notice of the Council, and be prepared to see justice done. xyxy=(746,783,922,980)
business-note: 39-tc xyxy=(1011,800,1030,810)
signature-line: I am, Gentlemen, xyxy=(618,753,678,763)
signature-name: JOHN C. HENDERSON xyxy=(281,1762,365,1772)
signature-line: Your obedient servant, xyxy=(239,870,316,880)
ad-reference: 57 xyxy=(375,1476,384,1486)
ad-footer xyxy=(746,1561,922,1571)
ad-firm: CHRISTOPHER HIGGINS & CO.'S, xyxy=(939,1483,1102,1495)
column-5 xyxy=(746,42,922,1761)
business-name: I. BROAD, xyxy=(992,636,1049,647)
list-item: 50 pairs Gentian Blankets, 14s. 6d.; worth 20s. xyxy=(932,1350,1090,1360)
reply-paragraph: But, at the same time, it is obvious that if the Provincial Council should adhere to its desire to attain the control in matters in which it does not at present possess it, and upon a second occasion, agree to pass a bill to that effect, it would be most injudicious, and even unconstitutional, for a Superintendent again to withhold such a bill from the consideration of His Excellency the Governor, even although he did not agree with the views it embodied. xyxy=(190,453,365,552)
business-desc: COMMISSION & GENERAL BUSINESS AGENT, xyxy=(946,78,1095,98)
